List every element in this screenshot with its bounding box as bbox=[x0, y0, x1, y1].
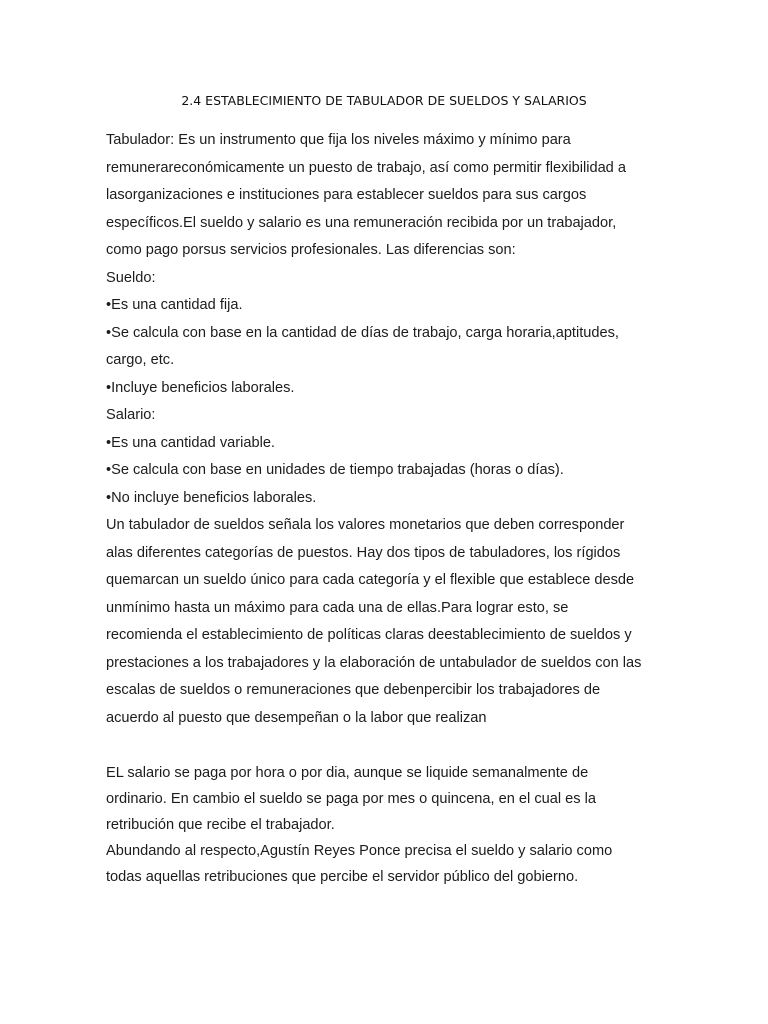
text-line: remunerareconómicamente un puesto de trabajo, así como permitir flexibilidad a bbox=[106, 159, 626, 176]
text-line: escalas de sueldos o remuneraciones que debenpercibir los trabajadores de bbox=[106, 682, 601, 698]
bullet-item: •Incluye beneficios laborales. bbox=[106, 379, 295, 396]
text-line: todas aquellas retribuciones que percibe el servidor público del gobierno. bbox=[106, 868, 579, 885]
text-line: como pago porsus servicios profesionales. Las diferencias son: bbox=[106, 242, 516, 258]
text-line: Tabulador: Es un instrumento que fija los niveles máximo y mínimo para bbox=[106, 132, 571, 148]
text-line: lasorganizaciones e instituciones para establecer sueldos para sus cargos bbox=[106, 187, 587, 203]
text-line: quemarcan un sueldo único para cada categoría y el flexible que establece desde bbox=[106, 572, 635, 588]
bullet-item: •Se calcula con base en unidades de tiempo trabajadas (horas o días). bbox=[106, 462, 564, 478]
text-line: prestaciones a los trabajadores y la elaboración de untabulador de sueldos con las bbox=[106, 654, 642, 671]
text-line: alas diferentes categorías de puestos. Hay dos tipos de tabuladores, los rígidos bbox=[106, 544, 621, 561]
text-line: acuerdo al puesto que desempeñan o la labor que realizan bbox=[106, 709, 487, 726]
text-line: Un tabulador de sueldos señala los valores monetarios que deben corresponder bbox=[106, 517, 625, 533]
section-label-sueldo: Sueldo: bbox=[106, 269, 156, 286]
bullet-item: •Es una cantidad fija. bbox=[106, 297, 243, 313]
text-line: recomienda el establecimiento de políticas claras deestablecimiento de sueldos y bbox=[106, 627, 632, 643]
text-line: EL salario se paga por hora o por dia, aunque se liquide semanalmente de bbox=[106, 764, 589, 781]
section-label-salario: Salario: bbox=[106, 407, 156, 423]
blank-line bbox=[106, 732, 706, 760]
text-line: unmínimo hasta un máximo para cada una de ellas.Para lograr esto, se bbox=[106, 599, 569, 616]
bullet-item: •No incluye beneficios laborales. bbox=[106, 489, 317, 506]
text-line: específicos.El sueldo y salario es una remuneración recibida por un trabajador, bbox=[106, 214, 617, 231]
bullet-item: •Se calcula con base en la cantidad de días de trabajo, carga horaria,aptitudes, bbox=[106, 324, 619, 341]
document-body bbox=[106, 127, 706, 890]
text-line: ordinario. En cambio el sueldo se paga por mes o quincena, en el cual es la bbox=[106, 790, 597, 807]
text-line: cargo, etc. bbox=[106, 352, 175, 368]
bullet-item: •Es una cantidad variable. bbox=[106, 434, 275, 451]
page-title: 2.4 ESTABLECIMIENTO DE TABULADOR DE SUELDOS Y SALARIOS bbox=[181, 93, 587, 108]
text-line: Abundando al respecto,Agustín Reyes Ponce precisa el sueldo y salario como bbox=[106, 842, 613, 859]
text-line: retribución que recibe el trabajador. bbox=[106, 816, 335, 833]
